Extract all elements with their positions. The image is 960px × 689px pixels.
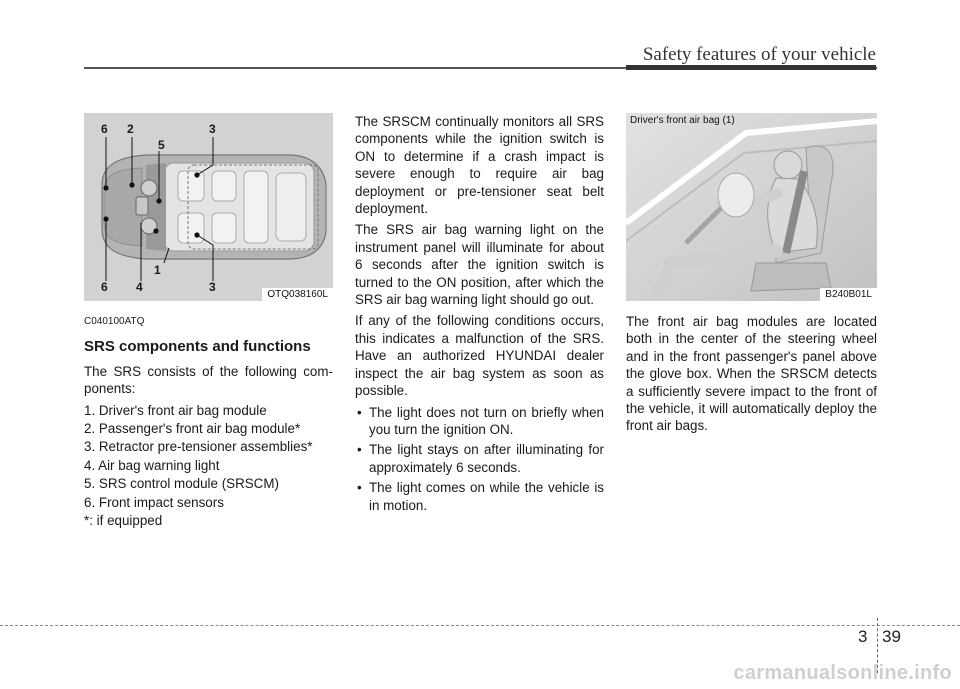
list-item: 5. SRS control module (SRSCM) bbox=[84, 476, 279, 492]
callout-2: 2 bbox=[127, 122, 134, 136]
callout-6-bottom: 6 bbox=[101, 280, 108, 294]
vehicle-top-view-illustration bbox=[84, 113, 333, 301]
section-code: C040100ATQ bbox=[84, 316, 145, 327]
list-item: 1. Driver's front air bag module bbox=[84, 402, 267, 418]
callout-3-bottom: 3 bbox=[209, 280, 216, 294]
list-item: 4. Air bag warning light bbox=[84, 457, 220, 473]
srs-layout-figure bbox=[84, 113, 333, 301]
figure-code-left: OTQ038160L bbox=[262, 288, 333, 301]
header-rule-accent bbox=[626, 65, 876, 70]
callout-4: 4 bbox=[136, 280, 143, 294]
list-item: 3. Retractor pre-tensioner assemblies* bbox=[84, 439, 313, 455]
page-number: 39 bbox=[882, 627, 901, 646]
watermark: carmanualsonline.info bbox=[733, 662, 952, 684]
intro-paragraph: The SRS consists of the following com-ponents: bbox=[84, 363, 333, 397]
figure-code-right: B240B01L bbox=[820, 288, 877, 301]
callout-3-top: 3 bbox=[209, 122, 216, 136]
driver-airbag-figure bbox=[626, 113, 877, 301]
list-item: 2. Passenger's front air bag module* bbox=[84, 421, 301, 437]
list-item: 6. Front impact sensors bbox=[84, 494, 224, 510]
footnote: *: if equipped bbox=[84, 513, 163, 529]
left-column bbox=[84, 313, 333, 530]
callout-1: 1 bbox=[154, 263, 161, 277]
malfunction-paragraph: If any of the following conditions occurs, this indicates a malfunction of the SRS. Have an authorized HYUNDAI dealer inspect the air bag system as soon as possible. bbox=[355, 313, 604, 399]
driver-airbag-illustration bbox=[626, 113, 877, 301]
right-column bbox=[626, 313, 877, 439]
middle-column bbox=[355, 113, 604, 517]
page-header-title: Safety features of your vehicle bbox=[642, 44, 876, 65]
callout-5: 5 bbox=[158, 138, 165, 152]
component-list bbox=[84, 402, 333, 530]
srscm-paragraph: The SRSCM continually monitors all SRS components while the ignition switch is ON to determine if a crash impact is severe enough to require air bag deployment or pre-tensioner seat belt deployment. bbox=[355, 114, 604, 217]
callout-6-top: 6 bbox=[101, 122, 108, 136]
chapter-number: 3 bbox=[858, 627, 868, 646]
bullet-item: • The light does not turn on briefly when you turn the ignition ON. bbox=[355, 404, 604, 439]
bullet-item: • The light stays on after illuminating for approximately 6 seconds. bbox=[355, 441, 604, 476]
figure-caption-right: Driver's front air bag (1) bbox=[630, 115, 735, 126]
warning-light-paragraph: The SRS air bag warning light on the instrument panel will illuminate for about 6 seconds after the ignition switch is turned to the ON position, after which the SRS air bag warning light should go out. bbox=[355, 222, 604, 308]
airbag-location-paragraph: The front air bag modules are located both in the center of the steering wheel and in the front passenger's panel above the glove box. When the SRSCM detects a sufficiently severe impact to the front of the vehicle, it will automatically deploy the front air bags. bbox=[626, 314, 877, 434]
footer-dashed-rule bbox=[0, 625, 960, 626]
bullet-item: • The light comes on while the vehicle is in motion. bbox=[355, 479, 604, 514]
section-heading: SRS components and functions bbox=[84, 338, 311, 356]
